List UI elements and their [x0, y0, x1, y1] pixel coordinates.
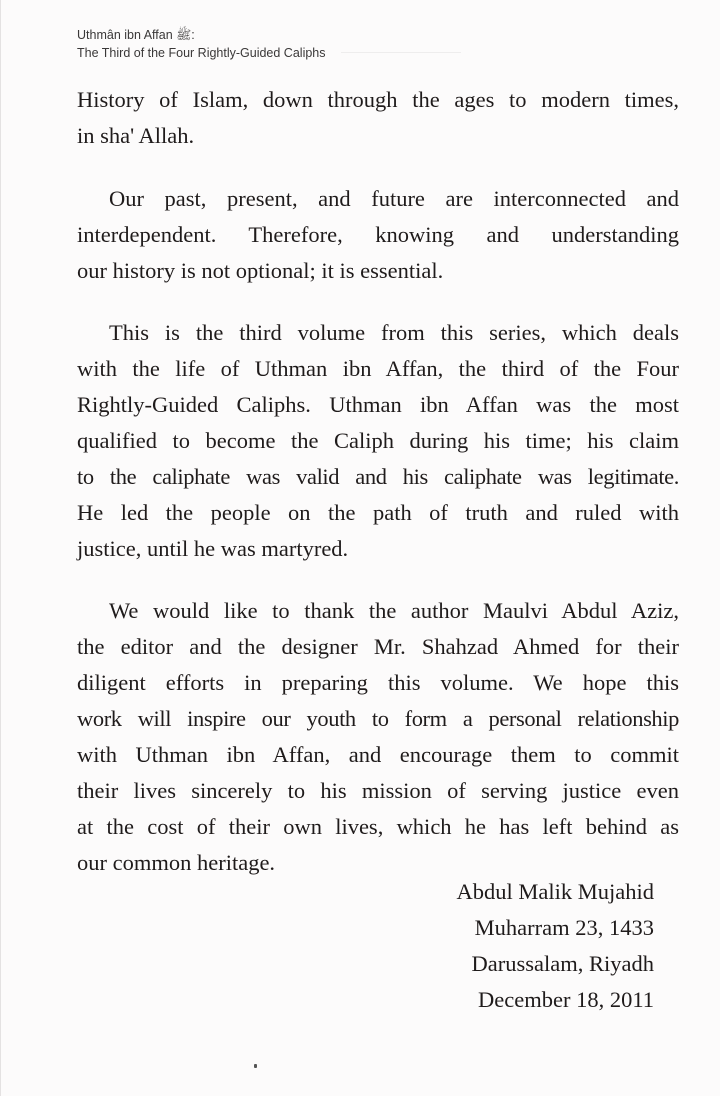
text-line: their lives sincerely to his mission of serving justice even: [77, 778, 679, 803]
text-line: qualified to become the Caliph during his time; his claim: [77, 428, 679, 453]
text-line: This is the third volume from this series, which deals: [109, 320, 679, 345]
signature-place: Darussalam, Riyadh: [471, 951, 654, 976]
text-line: interdependent. Therefore, knowing and understanding: [77, 222, 679, 247]
text-line: History of Islam, down through the ages to modern times,: [77, 87, 679, 112]
signature-date: December 18, 2011: [478, 987, 654, 1012]
text-line: to the caliphate was valid and his caliphate was legitimate.: [77, 464, 679, 489]
text-line: diligent efforts in preparing this volume. We hope this: [77, 670, 679, 695]
text-line: our history is not optional; it is essential.: [77, 258, 444, 283]
text-line: justice, until he was martyred.: [77, 536, 349, 561]
running-header-subtitle: The Third of the Four Rightly-Guided Caliphs: [77, 46, 326, 60]
text-line: the editor and the designer Mr. Shahzad Ahmed for their: [77, 634, 679, 659]
signature-hijri-date: Muharram 23, 1433: [474, 915, 654, 940]
text-line: Our past, present, and future are interconnected and: [109, 186, 679, 211]
page-mark: [254, 1064, 257, 1068]
text-line: at the cost of their own lives, which he has left behind as: [77, 814, 679, 839]
text-line: He led the people on the path of truth and ruled with: [77, 500, 679, 525]
text-line: with the life of Uthman ibn Affan, the third of the Four: [77, 356, 679, 381]
text-line: We would like to thank the author Maulvi Abdul Aziz,: [109, 598, 679, 623]
text-line: in sha' Allah.: [77, 123, 195, 148]
running-header-title: Uthmân ibn Affan ﷺ:: [77, 28, 195, 42]
header-rule: [341, 52, 461, 53]
signature-name: Abdul Malik Mujahid: [456, 879, 654, 904]
text-line: Rightly-Guided Caliphs. Uthman ibn Affan was the most: [77, 392, 679, 417]
text-line: with Uthman ibn Affan, and encourage them to commit: [77, 742, 679, 767]
text-line: our common heritage.: [77, 850, 276, 875]
text-line: work will inspire our youth to form a personal relationship: [77, 706, 679, 731]
